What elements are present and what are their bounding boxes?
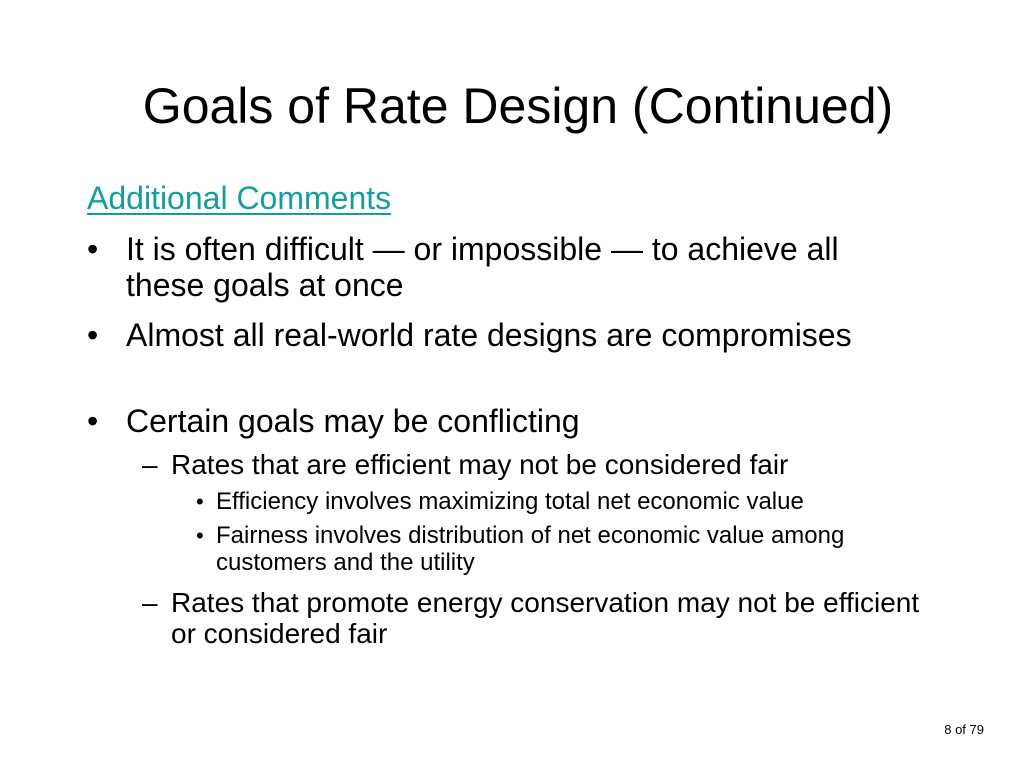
sub-sub-bullet-item <box>196 522 916 576</box>
sub-sub-bullet-item <box>196 488 916 515</box>
sub-bullet-item <box>142 449 942 480</box>
bullet-icon: • <box>87 403 99 439</box>
slide-title: Goals of Rate Design (Continued) <box>142 78 894 134</box>
bullet-text: It is often difficult — or impossible — to achieve all these goals at once <box>126 231 839 303</box>
sub-sub-bullet-text: Fairness involves distribution of net economic value among customers and the utility <box>216 522 845 576</box>
sub-bullet-text: Rates that are efficient may not be considered fair <box>171 449 789 480</box>
bullet-item <box>87 403 917 439</box>
bullet-icon: • <box>87 317 99 353</box>
bullet-icon: • <box>196 489 204 514</box>
sub-bullet-text: Rates that promote energy conservation may not be efficient or considered fair <box>171 587 920 649</box>
bullet-item <box>87 231 917 303</box>
bullet-item <box>87 317 917 353</box>
dash-icon: – <box>142 587 158 618</box>
bullet-text: Certain goals may be conflicting <box>126 403 580 439</box>
page-number: 8 of 79 <box>944 722 984 737</box>
bullet-icon: • <box>87 231 99 267</box>
bullet-text: Almost all real-world rate designs are compromises <box>126 317 852 353</box>
dash-icon: – <box>142 449 158 480</box>
sub-sub-bullet-text: Efficiency involves maximizing total net economic value <box>216 488 804 515</box>
sub-bullet-item <box>142 587 942 649</box>
bullet-icon: • <box>196 523 204 548</box>
additional-comments-link[interactable]: Additional Comments <box>87 180 392 216</box>
